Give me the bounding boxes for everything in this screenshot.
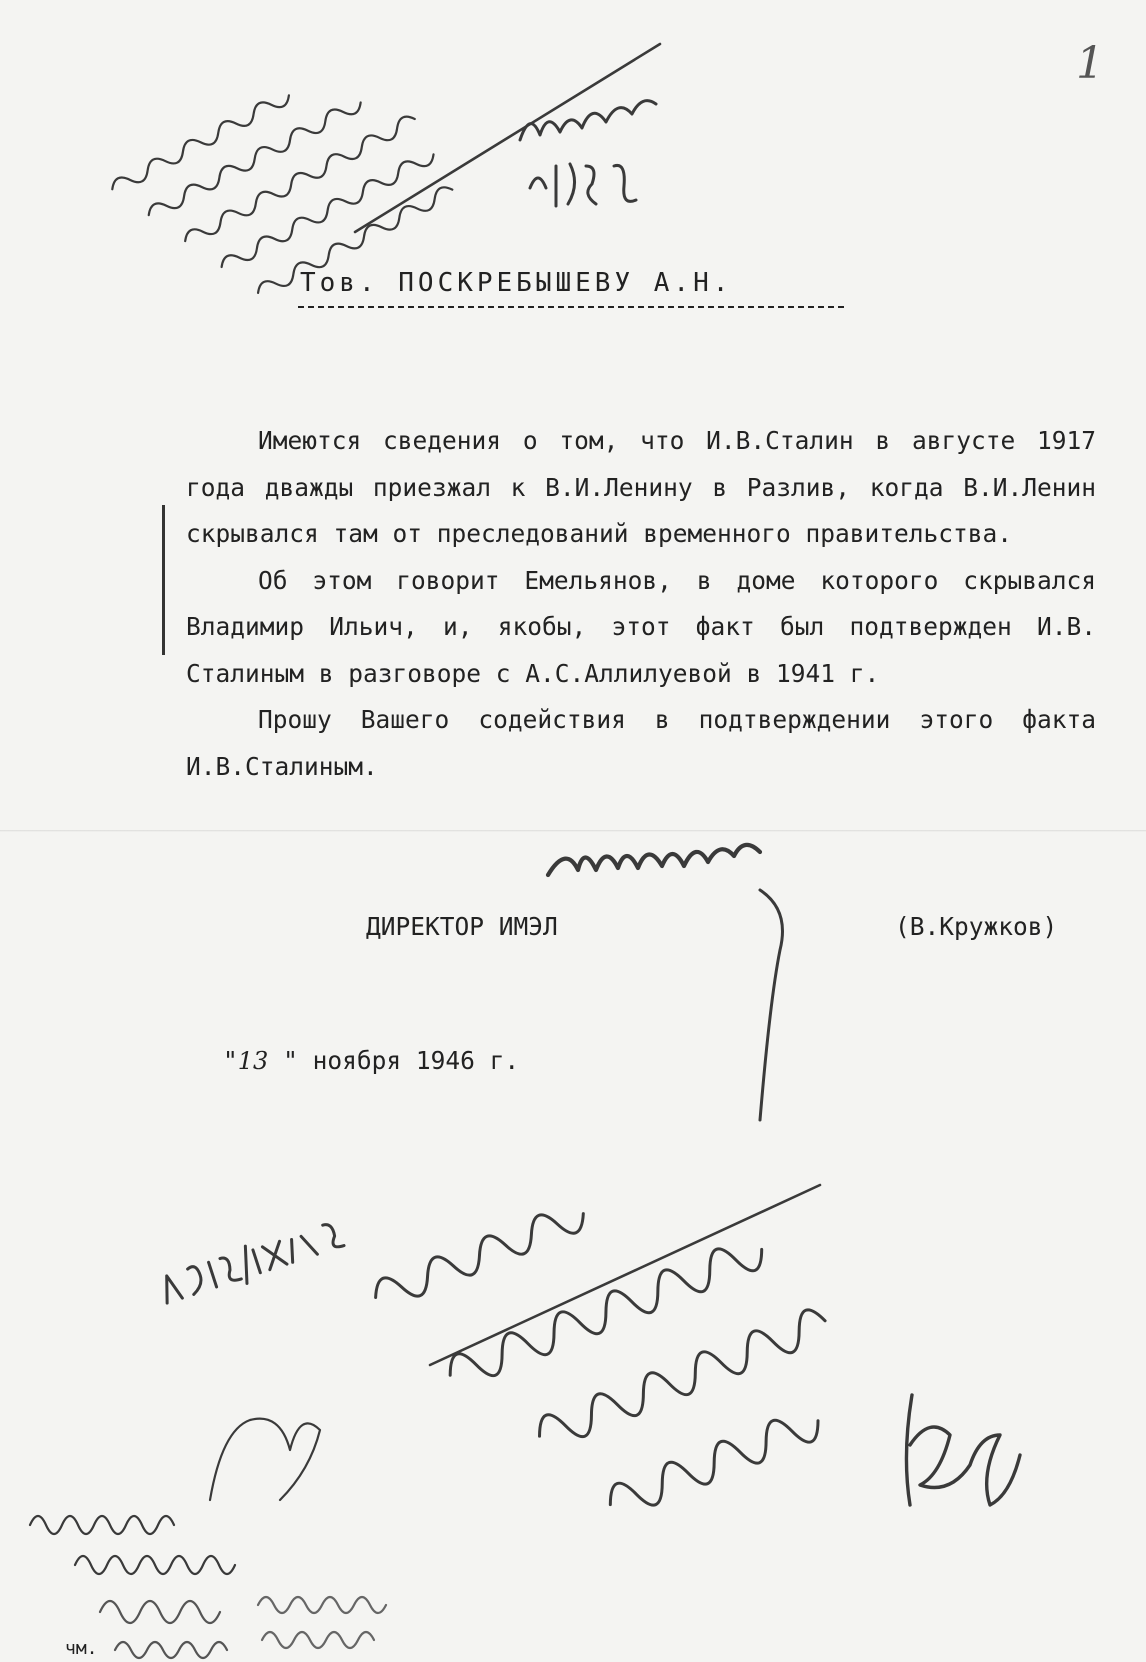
addressee-underline bbox=[298, 306, 844, 308]
bottom-resolution-scribble bbox=[370, 1131, 865, 1573]
margin-mark bbox=[162, 505, 165, 655]
document-date bbox=[223, 1046, 519, 1075]
signatory-name: (В.Кружков) bbox=[895, 912, 1058, 941]
letter-body bbox=[186, 418, 1096, 790]
paper-fold bbox=[0, 830, 1146, 832]
body-paragraph-1: Имеются сведения о том, что И.В.Сталин в августе 1917 года дважды приезжал к В.И.Ленину в Разлив, когда В.И.Ленин скрывался там от преследований временного правительства. bbox=[186, 426, 1096, 548]
footer-label: чм. bbox=[65, 1638, 98, 1659]
date-open-quote: " bbox=[223, 1046, 238, 1075]
registration-note bbox=[158, 1217, 346, 1309]
addressee-line: Тов. ПОСКРЕБЫШЕВУ А.Н. bbox=[300, 268, 733, 298]
date-rest: " ноября 1946 г. bbox=[268, 1046, 520, 1075]
body-paragraph-3: Прошу Вашего содействия в подтверждении этого факта И.В.Сталиным. bbox=[186, 705, 1096, 781]
body-paragraph-2: Об этом говорит Емельянов, в доме которого скрывался Владимир Ильич, и, якобы, этот факт был подтвержден И.В. Сталиным в разговоре с А.С.Аллилуевой в 1941 г. bbox=[186, 565, 1096, 688]
signature-title: ДИРЕКТОР ИМЭЛ bbox=[366, 912, 558, 941]
date-day-handwritten: 13 bbox=[237, 1047, 269, 1075]
sheet-number: 1 bbox=[1076, 38, 1104, 89]
